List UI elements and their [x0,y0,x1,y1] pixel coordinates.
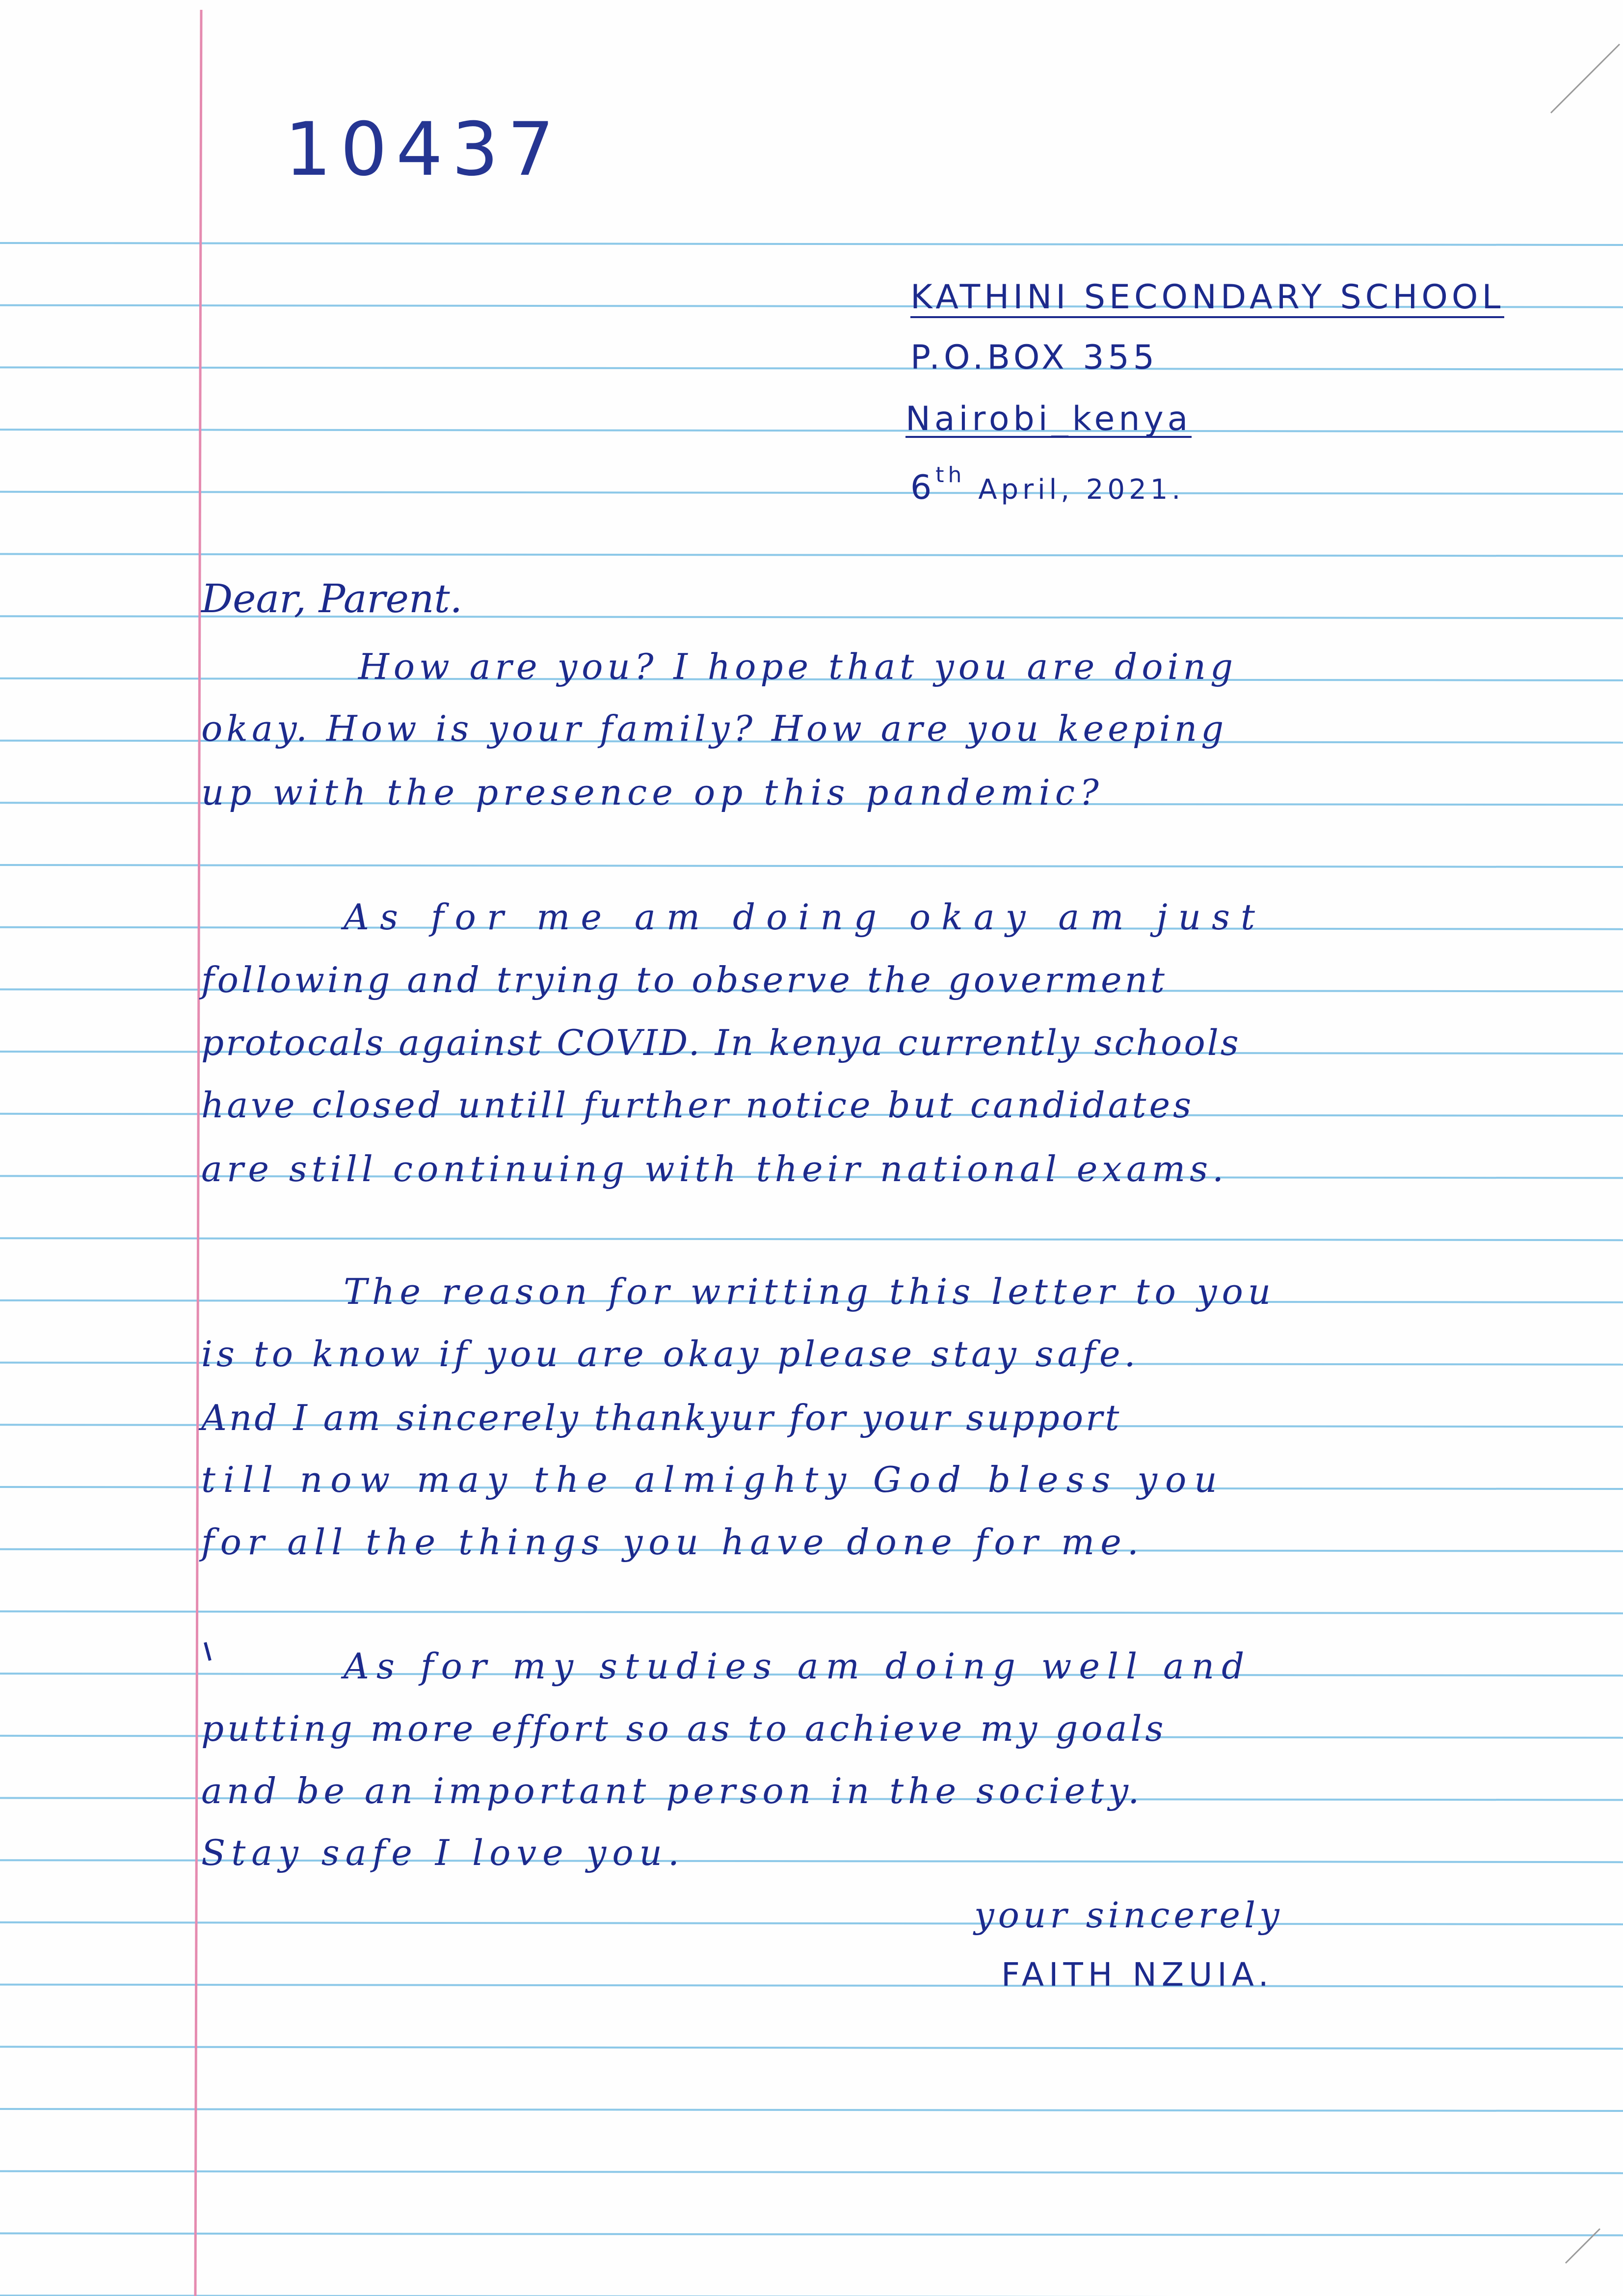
ruled-line [0,554,1623,556]
date-month-year: April, 2021. [965,474,1185,506]
ruled-line [0,2233,1623,2235]
paragraph-1-line: okay. How is your family? How are you keeping [201,708,1228,749]
paragraph-3-line: till now may the almighty God bless you [201,1459,1225,1500]
date-day: 6 [910,468,936,507]
paragraph-3-line: And I am sincerely thankyur for your support [201,1397,1122,1438]
reference-number: 10437 [285,107,563,192]
paragraph-1-line: How are you? I hope that you are doing [358,646,1238,687]
ruled-line [0,430,1623,432]
ruled-line [0,492,1623,494]
ruled-line [0,1238,1623,1240]
ruled-line [0,367,1623,369]
ruled-line [0,1611,1623,1613]
paragraph-4-line: and be an important person in the society. [201,1770,1144,1811]
paragraph-2-line: protocals against COVID. In kenya currently schools [201,1022,1241,1063]
ruled-line [0,1985,1623,1987]
po-box: P.O.BOX 355 [910,338,1159,377]
closing: your sincerely [974,1894,1283,1936]
paragraph-1-line: up with the presence op this pandemic? [201,772,1104,813]
paragraph-3-line: The reason for writting this letter to you [344,1271,1276,1312]
paragraph-3-line: is to know if you are okay please stay safe. [201,1333,1140,1375]
ruled-line [0,2109,1623,2111]
letter-date [910,462,1185,507]
ruled-line [0,2047,1623,2049]
school-name: KATHINI SECONDARY SCHOOL [910,281,1504,318]
ruled-line [0,865,1623,867]
ruled-line [0,2171,1623,2173]
signature: FAITH NZUIA. [1001,1956,1274,1994]
ruled-line [0,1922,1623,1924]
paragraph-4-line: putting more effort so as to achieve my goals [201,1708,1167,1749]
paragraph-2-line: have closed untill further notice but candidates [201,1084,1195,1126]
city-country: Nairobi_kenya [905,400,1192,438]
paragraph-2-line: following and trying to observe the goverment [201,959,1168,1000]
paragraph-4-line: Stay safe I love you. [201,1832,685,1873]
salutation: Dear, Parent. [201,576,463,621]
paragraph-2-line: As for me am doing okay am just [344,896,1266,938]
ruled-line [0,243,1623,245]
date-suffix: th [935,462,966,487]
paragraph-2-line: are still continuing with their national exams. [201,1148,1228,1189]
paragraph-3-line: for all the things you have done for me. [201,1521,1144,1563]
paragraph-4-line: As for my studies am doing well and [344,1646,1252,1687]
